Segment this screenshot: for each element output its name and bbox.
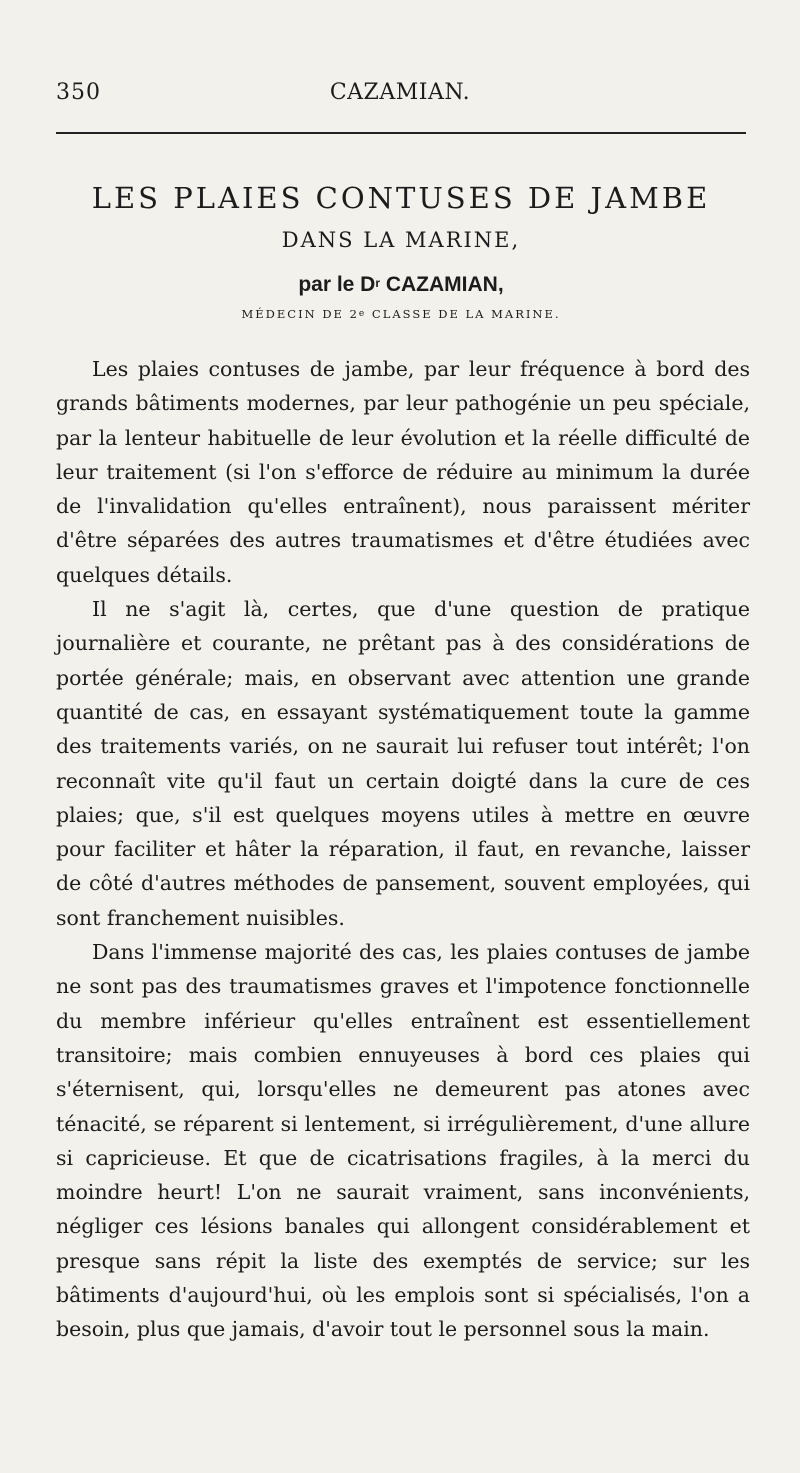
affiliation-sup: e xyxy=(358,309,367,319)
article-title-block xyxy=(56,180,746,322)
byline-prefix: par le D xyxy=(298,273,376,296)
byline-sup: r xyxy=(375,276,381,290)
author-name: CAZAMIAN, xyxy=(380,273,504,296)
affiliation-suffix: CLASSE DE LA MARINE. xyxy=(366,307,561,321)
paragraph-1: Les plaies contuses de jambe, par leur fréquence à bord des grands bâtiments modernes, par leur pathogénie un peu spéciale, par la lenteur habituelle de leur évolution et la réelle difficulté de leur traitement (si l'on s'efforce de réduire au minimum la durée de l'invalidation qu'elles entraînent), nous paraissent mériter d'être séparées des autres traumatismes et d'être étudiées avec quelques détails. xyxy=(56,357,750,587)
article-body xyxy=(56,352,750,1347)
author-byline xyxy=(56,272,746,298)
author-affiliation xyxy=(56,306,746,322)
page-number: 350 xyxy=(56,80,101,105)
header-rule xyxy=(56,132,746,134)
paragraph-3: Dans l'immense majorité des cas, les plaies contuses de jambe ne sont pas des traumatismes graves et l'impotence fonctionnelle du membre inférieur qu'elles entraînent est essentiellement transitoire; mais combien ennuyeuses à bord ces plaies qui s'éternisent, qui, lorsqu'elles ne demeurent pas atones avec ténacité, se réparent si lentement, si irrégulièrement, d'une allure si capricieuse. Et que de cicatrisations fragiles, à la merci du moindre heurt! L'on ne saurait vraiment, sans inconvénients, négliger ces lésions banales qui allongent considérablement et presque sans répit la liste des exemptés de service; sur les bâtiments d'aujourd'hui, où les emplois sont si spécialisés, l'on a besoin, plus que jamais, d'avoir tout le personnel sous la main. xyxy=(56,940,750,1342)
paragraph-2: Il ne s'agit là, certes, que d'une question de pratique journalière et courante, ne prêtant pas à des considérations de portée générale; mais, en observant avec attention une grande quantité de cas, en essayant systématiquement toute la gamme des traitements variés, on ne saurait lui refuser tout intérêt; l'on reconnaît vite qu'il faut un certain doigté dans la cure de ces plaies; que, s'il est quelques moyens utiles à mettre en œuvre pour faciliter et hâter la réparation, il faut, en revanche, laisser de côté d'autres méthodes de pansement, souvent employées, qui sont franchement nuisibles. xyxy=(56,597,750,930)
page-header xyxy=(56,80,744,114)
article-title: LES PLAIES CONTUSES DE JAMBE xyxy=(91,181,711,215)
article-subtitle: DANS LA MARINE, xyxy=(281,228,521,252)
running-head: CAZAMIAN. xyxy=(329,80,471,105)
affiliation-prefix: MÉDECIN DE 2 xyxy=(241,307,359,321)
